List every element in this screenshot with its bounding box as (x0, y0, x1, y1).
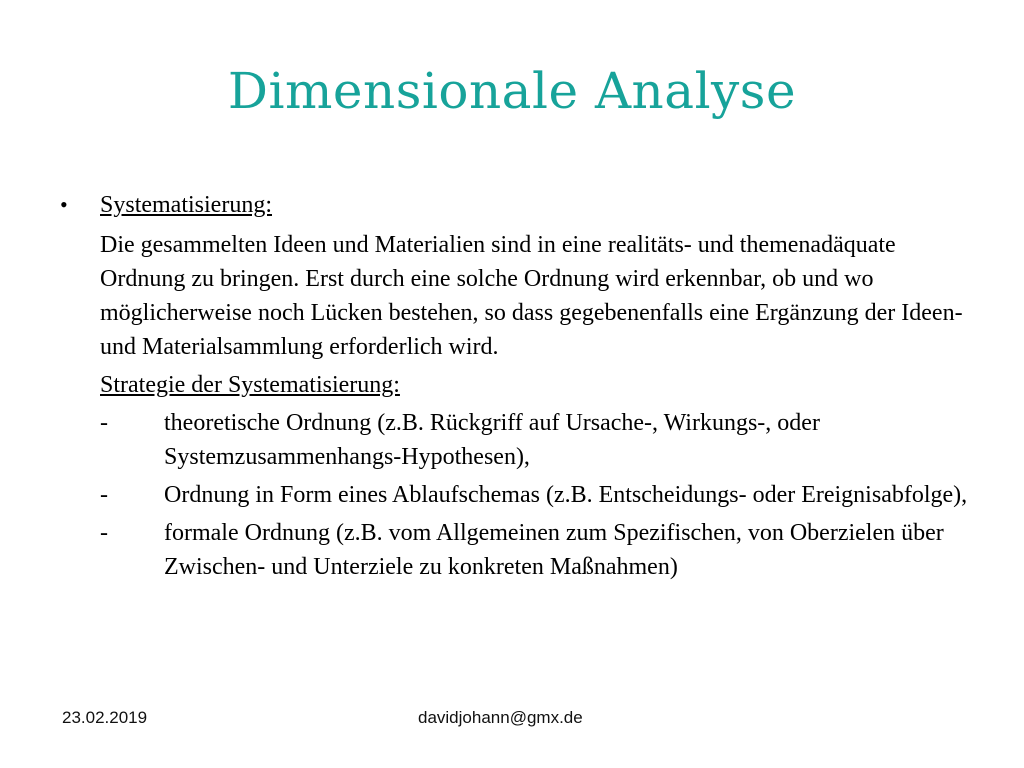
strategy-heading: Strategie der Systematisierung: (100, 372, 400, 398)
dash-marker: - (100, 520, 108, 546)
dash-marker: - (100, 410, 108, 436)
bullet-item (60, 188, 980, 222)
list-item (100, 406, 980, 474)
list-item (100, 478, 980, 512)
list-item-text: Ordnung in Form eines Ablaufschemas (z.B. Entscheidungs- oder Ereignisabfolge), (164, 482, 968, 508)
bullet-marker: • (60, 192, 68, 217)
slide-content (60, 188, 980, 584)
list-item-text: formale Ordnung (z.B. vom Allgemeinen zum Spezifischen, von Oberzielen über Zwischen- und Unterziele zu konkreten Maßnahmen) (164, 520, 944, 580)
list-item (100, 516, 980, 584)
list-item-text: theoretische Ordnung (z.B. Rückgriff auf Ursache-, Wirkungs-, oder Systemzusammenhangs-Hypothesen), (164, 410, 820, 470)
footer-email: davidjohann@gmx.de (418, 708, 583, 727)
description-paragraph: Die gesammelten Ideen und Materialien sind in eine realitäts- und themenadäquate Ordnung zu bringen. Erst durch eine solche Ordnung wird erkennbar, ob und wo möglicherweise noch Lücken bestehen, so dass gegebenenfalls eine Ergänzung der Ideen- und Materialsammlung erforderlich wird. (100, 232, 963, 360)
dash-marker: - (100, 482, 108, 508)
bullet-body (100, 228, 980, 584)
bullet-heading: Systematisierung: (100, 192, 272, 218)
footer-date: 23.02.2019 (62, 708, 148, 727)
slide-title: Dimensionale Analyse (227, 62, 797, 120)
